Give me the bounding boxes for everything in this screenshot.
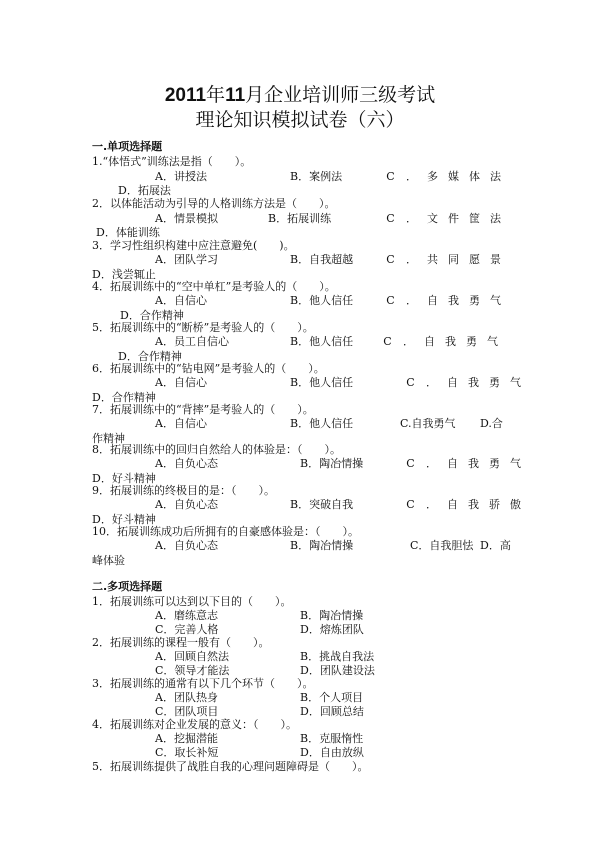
option-d: D．浅尝辄止 xyxy=(92,268,156,281)
option-d: D．体能训练 xyxy=(96,226,160,239)
question-text: 2．拓展训练的课程一般有（ ）。 xyxy=(92,636,270,649)
option-a: A．情景模拟 xyxy=(155,212,218,225)
question-text: 4．拓展训练对企业发展的意义：（ ）。 xyxy=(92,718,297,731)
option-c: C.自我勇气 xyxy=(400,417,456,430)
option-b: B．自我超越 xyxy=(290,253,354,266)
option-c: C ． 文 件 筐 法 xyxy=(386,212,501,225)
option-c: C ． 自 我 勇 气 xyxy=(406,457,521,470)
option-a: A．团队热身 xyxy=(155,691,218,704)
option-b: B．他人信任 xyxy=(290,294,354,307)
option-a: A．讲授法 xyxy=(155,170,207,183)
option-c: C ． 自 我 勇 气 xyxy=(383,335,498,348)
question-text: 5．拓展训练中的“断桥”是考验人的（ ）。 xyxy=(92,321,314,334)
option-d-wrap: 作精神 xyxy=(92,432,125,445)
option-c: C．取长补短 xyxy=(155,746,219,759)
exam-subtitle: 理论知识模拟试卷（六） xyxy=(195,109,405,131)
option-d: D．好斗精神 xyxy=(92,513,156,526)
option-c: C ． 自 我 勇 气 xyxy=(406,376,521,389)
option-b: B．陶冶情操 xyxy=(300,457,364,470)
option-a: A．自信心 xyxy=(155,376,207,389)
option-a: A．自负心态 xyxy=(155,498,218,511)
question-text: 4．拓展训练中的“空中单杠”是考验人的（ ）。 xyxy=(92,280,336,293)
option-b: B．挑战自我法 xyxy=(300,650,375,663)
option-d: D．熔炼团队 xyxy=(300,623,364,636)
option-a: A．回顾自然法 xyxy=(155,650,229,663)
question-text: 10．拓展训练成功后所拥有的自豪感体验是：（ ）。 xyxy=(92,525,359,538)
option-d: D．拓展法 xyxy=(118,184,171,197)
option-a: A．挖掘潜能 xyxy=(155,732,218,745)
option-a: A．自信心 xyxy=(155,417,207,430)
option-b: B．陶冶情操 xyxy=(300,609,364,622)
question-text: 2．以体能活动为引导的人格训练方法是（ ）。 xyxy=(92,197,336,210)
question-text: 1.“体悟式”训练法是指（ ）。 xyxy=(92,155,252,168)
option-d: D．高 xyxy=(480,539,511,552)
option-a: A．自信心 xyxy=(155,294,207,307)
option-a: A．团队学习 xyxy=(155,253,218,266)
option-c: C ． 自 我 勇 气 xyxy=(386,294,501,307)
title-year: 2011 xyxy=(164,85,207,106)
option-d: D.合 xyxy=(480,417,503,430)
option-d: D．合作精神 xyxy=(120,309,184,322)
option-d-wrap: 峰体验 xyxy=(92,554,125,567)
option-b: B．个人项目 xyxy=(300,691,364,704)
option-d: D．回顾总结 xyxy=(300,705,364,718)
option-c: C．完善人格 xyxy=(155,623,219,636)
question-text: 8．拓展训练中的回归自然给人的体验是：（ ）。 xyxy=(92,443,341,456)
option-c: C．自我胆怯 xyxy=(410,539,474,552)
option-a: A．自负心态 xyxy=(155,457,218,470)
exam-title: 2011年11月企业培训师三级考试 xyxy=(164,84,436,106)
section-heading-multi: 二.多项选择题 xyxy=(92,580,163,593)
option-c: C ． 多 媒 体 法 xyxy=(386,170,501,183)
question-text: 1．拓展训练可以达到以下目的（ ）。 xyxy=(92,595,292,608)
option-b: B．克服惰性 xyxy=(300,732,364,745)
question-text: 3．学习性组织构建中应注意避免( )。 xyxy=(92,239,295,252)
question-text: 5．拓展训练提供了战胜自我的心理问题障碍是（ ）。 xyxy=(92,760,369,773)
option-b: B．突破自我 xyxy=(290,498,354,511)
option-a: A．自负心态 xyxy=(155,539,218,552)
option-d: D．好斗精神 xyxy=(92,472,156,485)
question-text: 9．拓展训练的终极目的是：（ ）。 xyxy=(92,484,275,497)
option-c: C．团队项目 xyxy=(155,705,219,718)
section-heading-single: 一.单项选择题 xyxy=(92,140,163,153)
option-b: B．他人信任 xyxy=(290,376,354,389)
option-b: B．陶冶情操 xyxy=(290,539,354,552)
option-d: D．合作精神 xyxy=(118,350,182,363)
option-a: A．磨练意志 xyxy=(155,609,218,622)
option-b: B．他人信任 xyxy=(290,417,354,430)
question-text: 3．拓展训练的通常有以下几个环节（ ）。 xyxy=(92,677,314,690)
option-a: A．员工自信心 xyxy=(155,335,229,348)
option-b: B．他人信任 xyxy=(290,335,354,348)
option-c: C ． 自 我 骄 傲 xyxy=(406,498,521,511)
option-c: C．领导才能法 xyxy=(155,664,230,677)
option-d: D．自由放纵 xyxy=(300,746,364,759)
title-month: 11 xyxy=(225,85,246,106)
question-text: 6．拓展训练中的“钻电网”是考验人的（ ）。 xyxy=(92,362,325,375)
option-b: B．案例法 xyxy=(290,170,343,183)
option-c: C ． 共 同 愿 景 xyxy=(386,253,501,266)
option-b: B．拓展训练 xyxy=(268,212,332,225)
option-d: D．团队建设法 xyxy=(300,664,375,677)
option-d: D．合作精神 xyxy=(92,391,156,404)
question-text: 7．拓展训练中的“背摔”是考验人的（ ）。 xyxy=(92,403,314,416)
